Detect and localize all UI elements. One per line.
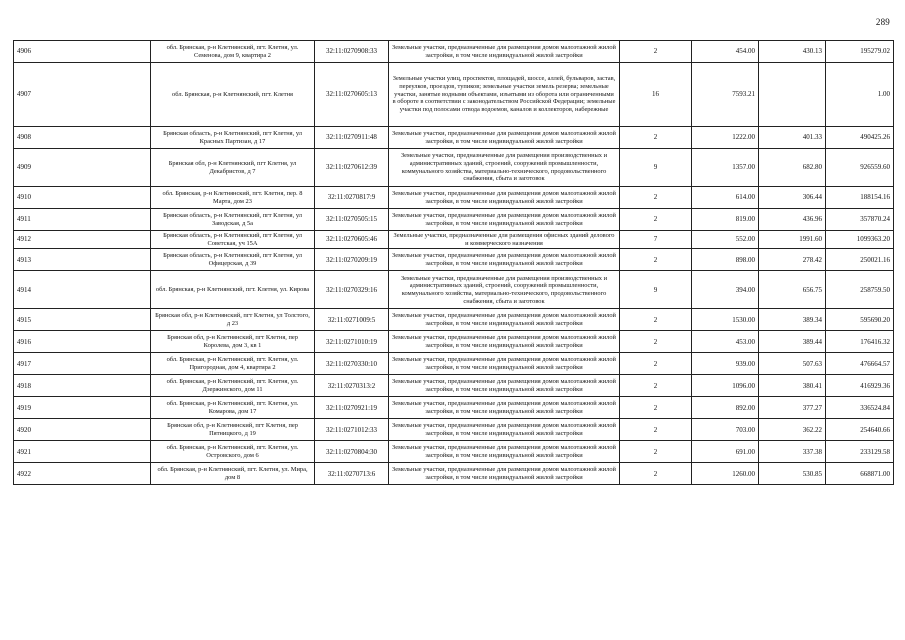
row-number: 4917 — [14, 353, 151, 375]
row-permitted-use: Земельные участки, предназначенные для размещения производственных и административных зданий, строений, сооружений промышленности, коммунального хозяйства, материально-технического, продовольственного снабжения, сбыта и заготовок — [389, 271, 620, 309]
row-category: 2 — [620, 331, 692, 353]
table-row — [14, 271, 894, 309]
row-area: 453.00 — [692, 331, 759, 353]
row-area: 1096.00 — [692, 375, 759, 397]
row-area: 394.00 — [692, 271, 759, 309]
row-number: 4920 — [14, 419, 151, 441]
table-row — [14, 419, 894, 441]
row-address: Брянская область, р-н Клетнянский, пгт Клетня, ул Красных Партизан, д 17 — [151, 127, 315, 149]
row-cadastral-value: 188154.16 — [826, 187, 894, 209]
row-permitted-use: Земельные участки, предназначенные для размещения домов малоэтажной жилой застройки, в том числе индивидуальной жилой застройки — [389, 309, 620, 331]
row-category: 9 — [620, 271, 692, 309]
row-area: 614.00 — [692, 187, 759, 209]
row-cadastral-number: 32:11:0270313:2 — [315, 375, 389, 397]
row-number: 4914 — [14, 271, 151, 309]
row-number: 4913 — [14, 249, 151, 271]
table-row — [14, 249, 894, 271]
row-rate: 337.38 — [759, 441, 826, 463]
table-body — [14, 41, 894, 485]
row-cadastral-value: 336524.84 — [826, 397, 894, 419]
row-cadastral-number: 32:11:0270804:30 — [315, 441, 389, 463]
row-permitted-use: Земельные участки, предназначенные для размещения домов малоэтажной жилой застройки, в том числе индивидуальной жилой застройки — [389, 353, 620, 375]
row-cadastral-number: 32:11:0271010:19 — [315, 331, 389, 353]
row-cadastral-value: 926559.60 — [826, 149, 894, 187]
row-cadastral-value: 1099363.20 — [826, 231, 894, 249]
row-area: 1357.00 — [692, 149, 759, 187]
table-row — [14, 463, 894, 485]
table-row — [14, 209, 894, 231]
row-area: 1260.00 — [692, 463, 759, 485]
row-number: 4918 — [14, 375, 151, 397]
row-category: 2 — [620, 309, 692, 331]
row-permitted-use: Земельные участки, предназначенные для размещения производственных и административных зданий, строений, сооружений промышленности, коммунального хозяйства, материально-технического, продовольственного снабжения, сбыта и заготовок — [389, 149, 620, 187]
row-address: обл. Брянская, р-н Клетнянский, пгт. Клетня, ул. Дзержинского, дом 11 — [151, 375, 315, 397]
table-row — [14, 149, 894, 187]
row-number: 4916 — [14, 331, 151, 353]
table-row — [14, 375, 894, 397]
row-rate: 377.27 — [759, 397, 826, 419]
row-address: Брянская область, р-н Клетнянский, пгт Клетня, ул Заводская, д 5а — [151, 209, 315, 231]
row-permitted-use: Земельные участки, предназначенные для размещения домов малоэтажной жилой застройки, в том числе индивидуальной жилой застройки — [389, 41, 620, 63]
row-rate: 362.22 — [759, 419, 826, 441]
row-address: обл. Брянская, р-н Клетнянский, пгт. Клетня, ул. Комарова, дом 17 — [151, 397, 315, 419]
row-number: 4909 — [14, 149, 151, 187]
table-row — [14, 231, 894, 249]
row-address: обл. Брянская, р-н Клетнянский, пгт. Клетня — [151, 63, 315, 127]
row-rate: 380.41 — [759, 375, 826, 397]
row-cadastral-number: 32:11:0270330:10 — [315, 353, 389, 375]
table-row — [14, 331, 894, 353]
row-category: 2 — [620, 441, 692, 463]
row-cadastral-number: 32:11:0270921:19 — [315, 397, 389, 419]
row-area: 703.00 — [692, 419, 759, 441]
table-row — [14, 41, 894, 63]
row-cadastral-value: 490425.26 — [826, 127, 894, 149]
row-cadastral-number: 32:11:0270605:46 — [315, 231, 389, 249]
row-cadastral-number: 32:11:0270908:33 — [315, 41, 389, 63]
row-area: 7593.21 — [692, 63, 759, 127]
row-category: 7 — [620, 231, 692, 249]
row-permitted-use: Земельные участки, предназначенные для размещения офисных зданий делового и коммерческого назначения — [389, 231, 620, 249]
row-permitted-use: Земельные участки, предназначенные для размещения домов малоэтажной жилой застройки, в том числе индивидуальной жилой застройки — [389, 397, 620, 419]
row-permitted-use: Земельные участки, предназначенные для размещения домов малоэтажной жилой застройки, в том числе индивидуальной жилой застройки — [389, 441, 620, 463]
row-permitted-use: Земельные участки, предназначенные для размещения домов малоэтажной жилой застройки, в том числе индивидуальной жилой застройки — [389, 187, 620, 209]
row-area: 898.00 — [692, 249, 759, 271]
row-area: 552.00 — [692, 231, 759, 249]
row-cadastral-number: 32:11:0270605:13 — [315, 63, 389, 127]
row-area: 1530.00 — [692, 309, 759, 331]
row-cadastral-number: 32:11:0270209:19 — [315, 249, 389, 271]
row-cadastral-number: 32:11:0271012:33 — [315, 419, 389, 441]
row-number: 4908 — [14, 127, 151, 149]
table-row — [14, 187, 894, 209]
row-rate — [759, 63, 826, 127]
row-permitted-use: Земельные участки улиц, проспектов, площадей, шоссе, аллей, бульваров, застав, переулков, проездов, тупиков; земельные участки земель резерва; земельные участки, занятые водными объектами, изъятыми из оборота или ограниченными в обороте в соответствии с законодательством Российской Федерации; земельные участки под полосами отвода водоемов, каналов и коллекторов, набережные — [389, 63, 620, 127]
row-cadastral-number: 32:11:0270713:6 — [315, 463, 389, 485]
table-row — [14, 63, 894, 127]
row-rate: 389.34 — [759, 309, 826, 331]
row-category: 2 — [620, 187, 692, 209]
row-category: 2 — [620, 249, 692, 271]
row-category: 2 — [620, 209, 692, 231]
row-address: Брянская обл, р-н Клетнянский, пгт Клетня, пер Пятницкого, д 19 — [151, 419, 315, 441]
row-rate: 1991.60 — [759, 231, 826, 249]
table-row — [14, 309, 894, 331]
row-number: 4912 — [14, 231, 151, 249]
row-address: обл. Брянская, р-н Клетнянский, пгт. Клетня, ул. Мира, дом 8 — [151, 463, 315, 485]
row-cadastral-number: 32:11:0270505:15 — [315, 209, 389, 231]
row-cadastral-value: 258759.50 — [826, 271, 894, 309]
row-area: 691.00 — [692, 441, 759, 463]
row-rate: 278.42 — [759, 249, 826, 271]
row-permitted-use: Земельные участки, предназначенные для размещения домов малоэтажной жилой застройки, в том числе индивидуальной жилой застройки — [389, 249, 620, 271]
row-cadastral-value: 416929.36 — [826, 375, 894, 397]
row-area: 819.00 — [692, 209, 759, 231]
row-rate: 306.44 — [759, 187, 826, 209]
row-cadastral-number: 32:11:0271009:5 — [315, 309, 389, 331]
row-address: Брянская обл, р-н Клетнянский, пгт Клетня, пер Королева, дом 3, кв 1 — [151, 331, 315, 353]
row-address: обл. Брянская, р-н Клетнянский, пгт. Клетня, пер. 8 Марта, дом 23 — [151, 187, 315, 209]
row-category: 2 — [620, 375, 692, 397]
row-cadastral-number: 32:11:0270817:9 — [315, 187, 389, 209]
row-category: 2 — [620, 463, 692, 485]
row-cadastral-value: 357870.24 — [826, 209, 894, 231]
row-address: Брянская обл, р-н Клетнянский, пгт Клетня, ул Толстого, д 23 — [151, 309, 315, 331]
row-rate: 436.96 — [759, 209, 826, 231]
row-address: обл. Брянская, р-н Клетнянский, пгт. Клетня, ул. Пригородная, дом 4, квартира 2 — [151, 353, 315, 375]
row-area: 892.00 — [692, 397, 759, 419]
row-address: Брянская область, р-н Клетнянский, пгт Клетня, ул Советская, уч 15А — [151, 231, 315, 249]
row-category: 2 — [620, 419, 692, 441]
row-address: обл. Брянская, р-н Клетнянский, пгт. Клетня, ул. Островского, дом 6 — [151, 441, 315, 463]
row-category: 2 — [620, 41, 692, 63]
row-rate: 682.80 — [759, 149, 826, 187]
row-cadastral-number: 32:11:0270911:48 — [315, 127, 389, 149]
row-rate: 656.75 — [759, 271, 826, 309]
land-register-table — [13, 40, 894, 485]
row-cadastral-value: 1.00 — [826, 63, 894, 127]
row-cadastral-value: 595690.20 — [826, 309, 894, 331]
row-area: 1222.00 — [692, 127, 759, 149]
row-cadastral-value: 476664.57 — [826, 353, 894, 375]
row-rate: 389.44 — [759, 331, 826, 353]
row-cadastral-number: 32:11:0270329:16 — [315, 271, 389, 309]
row-category: 16 — [620, 63, 692, 127]
row-area: 939.00 — [692, 353, 759, 375]
row-rate: 530.85 — [759, 463, 826, 485]
row-rate: 507.63 — [759, 353, 826, 375]
row-number: 4921 — [14, 441, 151, 463]
row-permitted-use: Земельные участки, предназначенные для размещения домов малоэтажной жилой застройки, в том числе индивидуальной жилой застройки — [389, 375, 620, 397]
row-cadastral-number: 32:11:0270612:39 — [315, 149, 389, 187]
row-cadastral-value: 195279.02 — [826, 41, 894, 63]
row-permitted-use: Земельные участки, предназначенные для размещения домов малоэтажной жилой застройки, в том числе индивидуальной жилой застройки — [389, 127, 620, 149]
row-category: 2 — [620, 353, 692, 375]
row-address: обл. Брянская, р-н Клетнянский, пгт. Клетня, ул. Кирова — [151, 271, 315, 309]
row-permitted-use: Земельные участки, предназначенные для размещения домов малоэтажной жилой застройки, в том числе индивидуальной жилой застройки — [389, 331, 620, 353]
row-permitted-use: Земельные участки, предназначенные для размещения домов малоэтажной жилой застройки, в том числе индивидуальной жилой застройки — [389, 419, 620, 441]
row-rate: 430.13 — [759, 41, 826, 63]
row-cadastral-value: 250021.16 — [826, 249, 894, 271]
row-address: обл. Брянская, р-н Клетнянский, пгт. Клетня, ул. Семенова, дом 9, квартира 2 — [151, 41, 315, 63]
row-permitted-use: Земельные участки, предназначенные для размещения домов малоэтажной жилой застройки, в том числе индивидуальной жилой застройки — [389, 463, 620, 485]
row-number: 4922 — [14, 463, 151, 485]
row-cadastral-value: 233129.58 — [826, 441, 894, 463]
row-number: 4911 — [14, 209, 151, 231]
row-area: 454.00 — [692, 41, 759, 63]
table-row — [14, 397, 894, 419]
table-row — [14, 353, 894, 375]
row-number: 4907 — [14, 63, 151, 127]
row-number: 4910 — [14, 187, 151, 209]
row-cadastral-value: 254640.66 — [826, 419, 894, 441]
page-number: 289 — [875, 17, 890, 27]
row-cadastral-value: 176416.32 — [826, 331, 894, 353]
row-category: 9 — [620, 149, 692, 187]
row-number: 4919 — [14, 397, 151, 419]
row-category: 2 — [620, 397, 692, 419]
row-address: Брянская область, р-н Клетнянский, пгт Клетня, ул Офицерская, д 39 — [151, 249, 315, 271]
row-number: 4906 — [14, 41, 151, 63]
row-rate: 401.33 — [759, 127, 826, 149]
table-row — [14, 441, 894, 463]
row-permitted-use: Земельные участки, предназначенные для размещения домов малоэтажной жилой застройки, в том числе индивидуальной жилой застройки — [389, 209, 620, 231]
row-cadastral-value: 668871.00 — [826, 463, 894, 485]
row-category: 2 — [620, 127, 692, 149]
row-address: Брянская обл, р-н Клетнянский, пгт Клетня, ул Декабристов, д 7 — [151, 149, 315, 187]
table-row — [14, 127, 894, 149]
row-number: 4915 — [14, 309, 151, 331]
